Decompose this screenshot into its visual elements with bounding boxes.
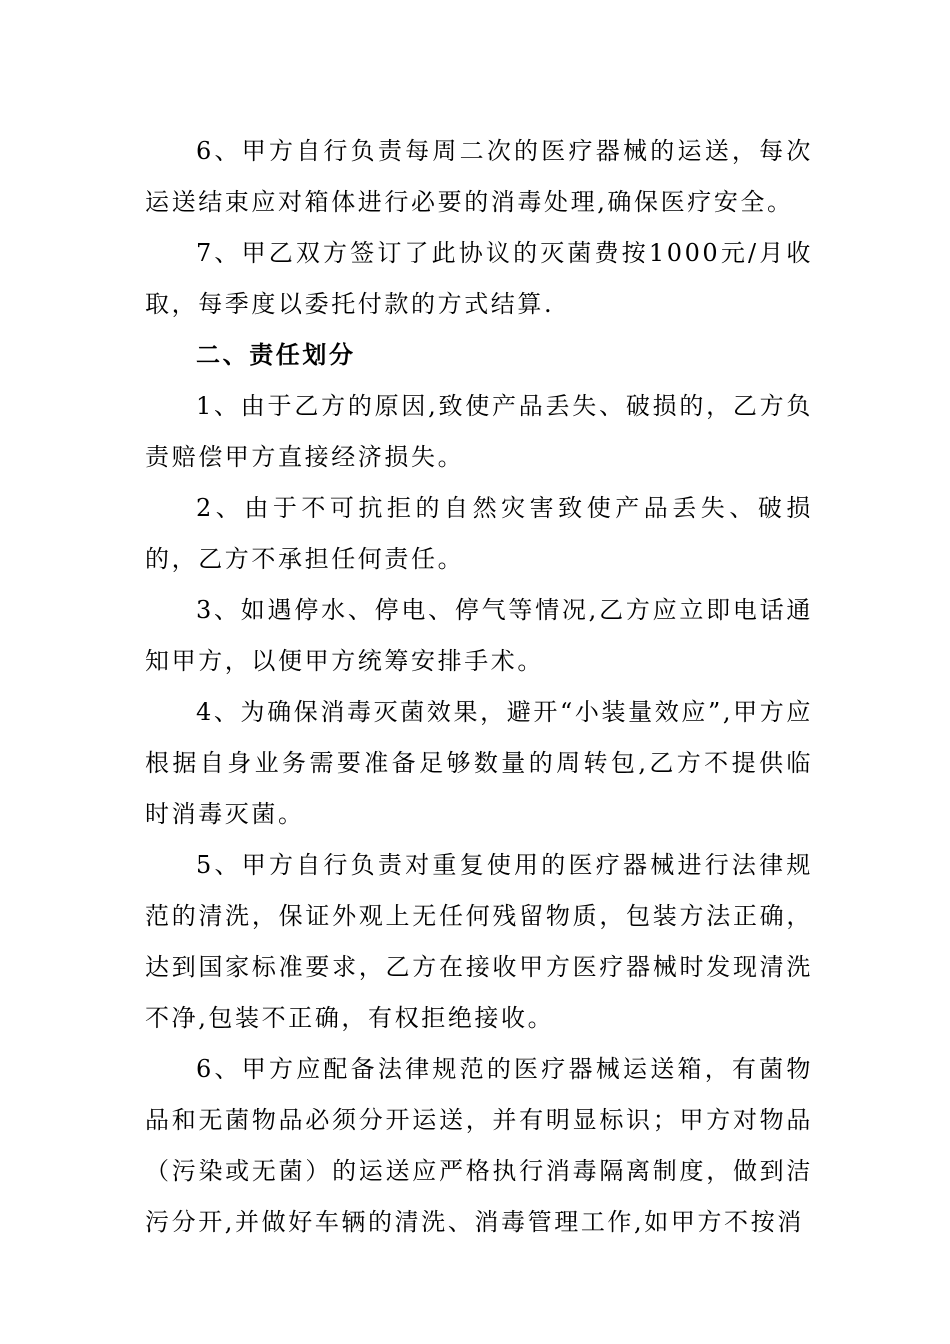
responsibility-clause-1: 1、由于乙方的原因,致使产品丢失、破损的，乙方负责赔偿甲方直接经济损失。 bbox=[145, 392, 813, 471]
document-body bbox=[145, 126, 813, 1248]
clause-6-transport: 6、甲方自行负责每周二次的医疗器械的运送，每次运送结束应对箱体进行必要的消毒处理,确保医疗安全。 bbox=[145, 137, 813, 216]
responsibility-clause-6: 6、甲方应配备法律规范的医疗器械运送箱，有菌物品和无菌物品必须分开运送，并有明显标识；甲方对物品（污染或无菌）的运送应严格执行消毒隔离制度，做到洁污分开,并做好车辆的清洗、消毒管理工作,如甲方不按消 bbox=[145, 1055, 813, 1236]
responsibility-clause-2: 2、由于不可抗拒的自然灾害致使产品丢失、破损的，乙方不承担任何责任。 bbox=[145, 494, 813, 573]
section-heading-responsibility: 二、责任划分 bbox=[196, 341, 356, 369]
responsibility-clause-3: 3、如遇停水、停电、停气等情况,乙方应立即电话通知甲方，以便甲方统筹安排手术。 bbox=[145, 596, 813, 675]
clause-7-fee: 7、甲乙双方签订了此协议的灭菌费按1000元/月收取，每季度以委托付款的方式结算. bbox=[145, 239, 813, 318]
responsibility-clause-4: 4、为确保消毒灭菌效果，避开“小装量效应”,甲方应根据自身业务需要准备足够数量的周转包,乙方不提供临时消毒灭菌。 bbox=[145, 698, 813, 828]
responsibility-clause-5: 5、甲方自行负责对重复使用的医疗器械进行法律规范的清洗，保证外观上无任何残留物质，包装方法正确，达到国家标准要求，乙方在接收甲方医疗器械时发现清洗不净,包装不正确，有权拒绝接收。 bbox=[145, 851, 813, 1032]
